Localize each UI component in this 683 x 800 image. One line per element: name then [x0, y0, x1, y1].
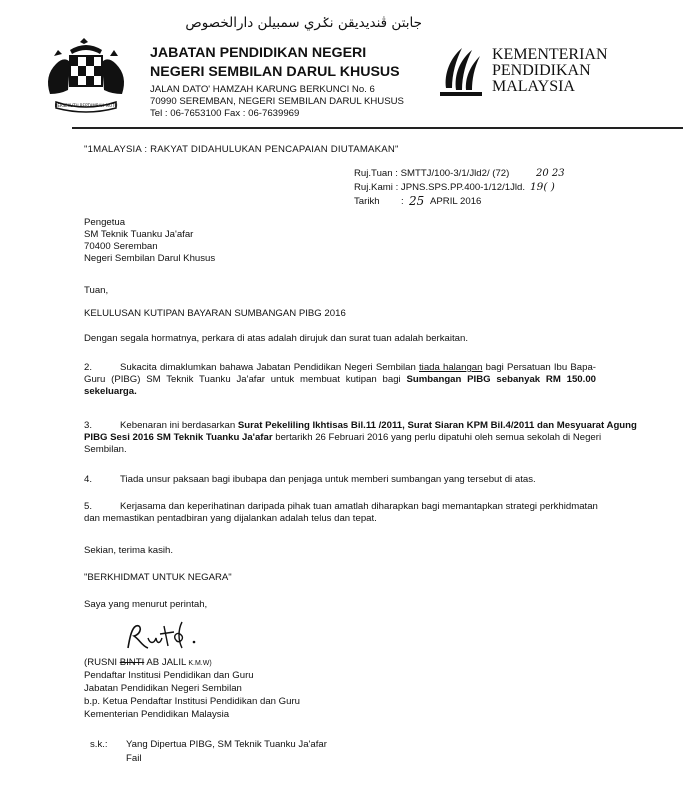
para2-amount: Sumbangan PIBG sebanyak RM 150.00 sekeluarga. [84, 374, 596, 397]
address-line1: JALAN DATO' HAMZAH KARUNG BERKUNCI No. 6 [150, 84, 375, 95]
signatory-title4: Kementerian Pendidikan Malaysia [84, 709, 230, 720]
signatory-title3: b.p. Ketua Pendaftar Institusi Pendidikan dan Guru [84, 696, 300, 707]
ref-our: Ruj.Kami : JPNS.SPS.PP.400-1/12/1Jld. [354, 182, 525, 193]
para2-c: bagi Persatuan Ibu Bapa-Guru (PIBG) SM Teknik Tuanku Ja'afar untuk membuat kutipan bagi [84, 362, 596, 385]
date-colon: : [401, 196, 404, 207]
seal-motto-text: BERSEKUTU BERTAMBAH MUTU [54, 103, 118, 108]
kpm-logo-icon [440, 44, 482, 98]
address-line2: 70990 SEREMBAN, NEGERI SEMBILAN DARUL KHUSUS [150, 96, 404, 107]
signatory-title2: Jabatan Pendidikan Negeri Sembilan [84, 683, 242, 694]
para2-text [84, 362, 596, 398]
jawi-heading: جابتن ڤنديديقن نݢري سمبيلن دارالخصوص [185, 15, 422, 31]
para4-number: 4. [84, 474, 93, 485]
cc-line1: Yang Dipertua PIBG, SM Teknik Tuanku Ja'afar [126, 739, 327, 750]
para5-number: 5. [84, 501, 93, 512]
ministry-name-line1: KEMENTERIAN [492, 46, 608, 63]
ref-your: Ruj.Tuan : SMTTJ/100-3/1/Jld2/ (72) [354, 168, 510, 179]
para3-c: bertarikh 26 Februari 2016 yang perlu dipatuhi oleh semua sekolah di Negeri Sembilan. [84, 432, 602, 455]
para2-tiada-halangan: tiada halangan [419, 362, 483, 373]
salutation: Tuan, [84, 285, 109, 296]
signature-icon [124, 618, 196, 654]
signatory-name-c: AB JALIL [144, 657, 187, 668]
coat-of-arms-icon [40, 36, 132, 116]
date-month-year: APRIL 2016 [430, 196, 482, 207]
header-divider [72, 127, 683, 129]
recipient-line1: Pengetua [84, 217, 126, 228]
signatory-name [84, 657, 212, 670]
signatory-title1: Pendaftar Institusi Pendidikan dan Guru [84, 670, 254, 681]
signatory-name-struck: BINTI [119, 657, 145, 668]
date-label: Tarikh [354, 196, 380, 207]
recipient-line3: 70400 Seremban [84, 241, 158, 252]
para2-number: 2. [84, 362, 93, 373]
closing: Sekian, terima kasih. [84, 545, 174, 556]
para3-text [84, 420, 644, 456]
service-motto: "BERKHIDMAT UNTUK NEGARA" [84, 572, 232, 583]
para3-a: Kebenaran ini berdasarkan [120, 420, 238, 431]
para3-circulars: Surat Pekeliling Ikhtisas Bil.11 /2011, Surat Siaran KPM Bil.4/2011 dan Mesyuarat Agung PIBG Sesi 2016 SM Teknik Tuanku Ja'afar [84, 420, 637, 443]
dept-name-line2: NEGERI SEMBILAN DARUL KHUSUS [150, 64, 400, 80]
para5-text: Kerjasama dan keperihatinan daripada pihak tuan amatlah diharapkan bagi memantapkan strategi perkhidmatan dan memastikan pentadbiran yang dijalankan adalah telus dan tepat. [84, 501, 598, 524]
date-day-handwritten: 25 [409, 194, 425, 208]
slogan: "1MALAYSIA : RAKYAT DIDAHULUKAN PENCAPAIAN DIUTAMAKAN" [84, 144, 399, 155]
opening-line: Dengan segala hormatnya, perkara di atas adalah dirujuk dan surat tuan adalah berkaitan. [84, 333, 469, 344]
cc-line2: Fail [126, 753, 142, 764]
subject: KELULUSAN KUTIPAN BAYARAN SUMBANGAN PIBG 2016 [84, 308, 346, 319]
recipient-line4: Negeri Sembilan Darul Khusus [84, 253, 216, 264]
para3-number: 3. [84, 420, 93, 431]
cc-label: s.k.: [90, 739, 108, 750]
ministry-name-line3: MALAYSIA [492, 78, 575, 95]
recipient-line2: SM Teknik Tuanku Ja'afar [84, 229, 194, 240]
para2-a: Sukacita dimaklumkan bahawa Jabatan Pendidikan Negeri Sembilan [120, 362, 420, 373]
signatory-name-a: (RUSNI [84, 657, 120, 668]
para4-text: Tiada unsur paksaan bagi ibubapa dan penjaga untuk memberi sumbangan yang tersebut di atas. [120, 474, 536, 485]
ref-handwritten-number: 20 23 [536, 168, 565, 179]
signatory-award: K.M.W) [186, 660, 212, 667]
yours-faithfully: Saya yang menurut perintah, [84, 599, 208, 610]
dept-name-line1: JABATAN PENDIDIKAN NEGERI [150, 45, 367, 61]
ref-our-handwritten: 19( ) [530, 181, 555, 193]
tel-fax: Tel : 06-7653100 Fax : 06-7639969 [150, 108, 300, 119]
ministry-name-line2: PENDIDIKAN [492, 62, 591, 79]
